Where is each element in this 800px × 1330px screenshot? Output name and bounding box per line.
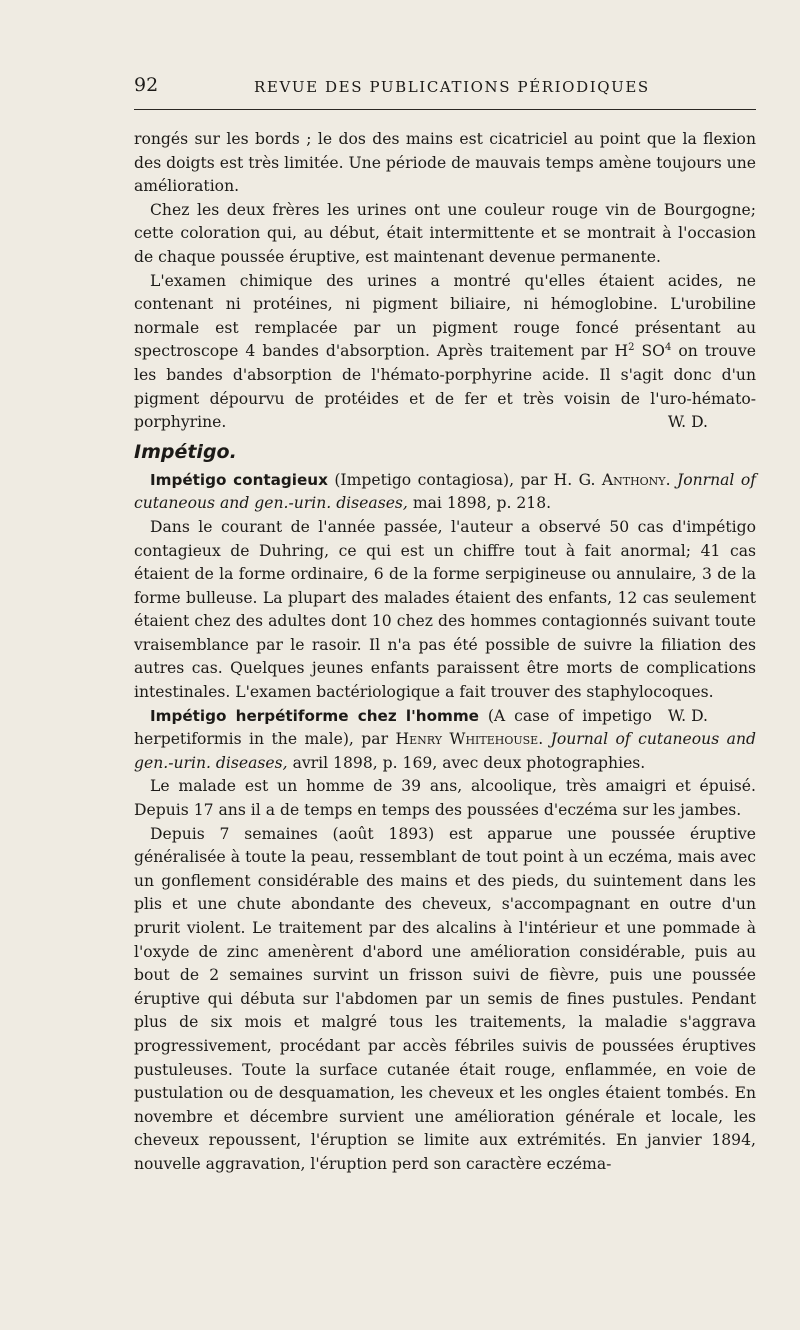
article-title: Impétigo contagieux [150,470,328,489]
reference-text: (Impetigo contagiosa), par H. G. [327,470,602,489]
signature: W. D. [667,413,708,432]
page-number: 92 [134,74,159,96]
paragraph: rongés sur les bords ; le dos des mains est cicatriciel au point que la flexion des doigts est très limitée. Une période de mauvais temps amène toujours une amélioration. [134,130,756,196]
superscript: 4 [664,342,672,354]
paragraph [134,270,756,435]
signature: W. D. [667,706,708,725]
body-text [134,128,756,1177]
paragraph-text: SO [634,342,665,361]
paragraph-text: on trouve les bandes d'absorption de l'hémato-porphyrine acide. Il s'agit donc d'un pigment dépourvu de protéides et de fer et très voisin de l'uro-hémato-porphyrine. [134,342,756,432]
paragraph-text: L'examen chimique des urines a montré qu'elles étaient acides, ne contenant ni protéines, ni pigment biliaire, ni hémoglobine. L'urobiline normale est remplacée par un pigment rouge foncé présentant au spectroscope 4 bandes d'absorption. Après traitement par H [134,271,756,361]
reference-text: (A case of impetigo herpetiformis in the male), par [134,706,652,749]
reference-text: mai 1898, p. 218. [407,494,552,513]
article-title: Impétigo herpétiforme chez l'homme [150,706,479,725]
reference-text: avril 1898, p. 169, avec deux photographies. [287,753,646,772]
paragraph-text: Dans le courant de l'année passée, l'auteur a observé 50 cas d'impétigo contagieux de Duhring, ce qui est un chiffre tout à fait anormal; 41 cas étaient de la forme ordinaire, 6 de la forme serpigineuse ou annulaire, 3 de la forme bulleuse. La plupart des malades étaient des enfants, 12 cas seulement étaient chez des adultes dont 10 chez des hommes contagionnés suivant toute vraisemblance par le rasoir. Il n'a pas été possible de suivre la filiation des autres cas. Quelques jeunes enfants paraissent être morts de complications intestinales. L'examen bactériologique a fait trouver des staphylocoques. [134,517,756,702]
journal-name: Jonrnal of cutaneous and gen.-urin. diseases, [134,470,756,513]
author-name: Henry Whitehouse. [395,730,544,749]
header-rule [134,109,756,110]
journal-name: Journal of cutaneous and gen.-urin. diseases, [134,730,756,772]
superscript: 2 [628,342,635,354]
author-name: Anthony. [601,470,671,489]
paragraph: Le malade est un homme de 39 ans, alcoolique, très amaigri et épuisé. Depuis 17 ans il a de temps en temps des poussées d'eczéma sur les jambes. [134,777,756,820]
running-title: REVUE DES PUBLICATIONS PÉRIODIQUES [254,78,650,96]
paragraph: Depuis 7 semaines (août 1893) est apparue une poussée éruptive généralisée à toute la peau, ressemblant de tout point à un eczéma, mais avec un gonflement considérable des mains et des pieds, du suintement dans les plis et une chute abondante des cheveux, s'accompagnant en outre d'un prurit violent. Le traitement par des alcalins à l'intérieur et une pommade à l'oxyde de zinc amenèrent d'abord une amélioration considérable, puis au bout de 2 semaines survint un frisson suivi de fièvre, puis une poussée éruptive qui débuta sur l'abdomen par un semis de fines pustules. Pendant plus de six mois et malgré tous les traitements, la maladie s'aggrava progressivement, procédant par accès fébriles suivis de poussées éruptives pustuleuses. Toute la surface cutanée était rouge, enflammée, en voie de pustulation ou de desquamation, les cheveux et les ongles étaient tombés. En novembre et décembre survient une amélioration générale et locale, les cheveux repoussent, l'éruption se limite aux extrémités. En janvier 1894, nouvelle aggravation, l'éruption perd son caractère eczéma- [134,824,756,1173]
page-header [134,74,756,100]
paragraph: Chez les deux frères les urines ont une couleur rouge vin de Bourgogne; cette coloration qui, au début, était intermittente et se montrait à l'occasion de chaque poussée éruptive, est maintenant devenue permanente. [134,200,756,266]
article-reference [134,469,756,516]
section-title: Impétigo. [134,440,237,463]
